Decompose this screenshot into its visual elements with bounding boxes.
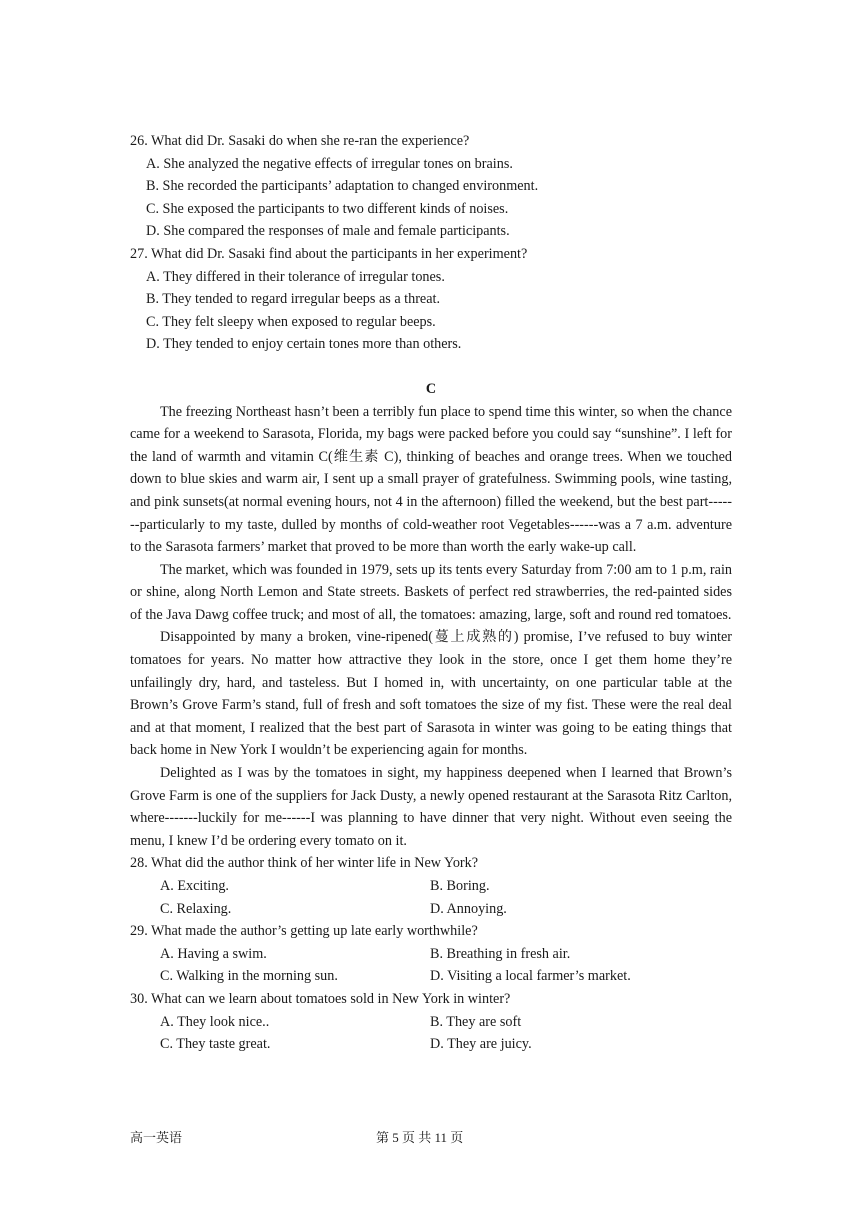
option-a: A. Exciting. bbox=[160, 878, 229, 894]
option-a: A. She analyzed the negative effects of irregular tones on brains. bbox=[146, 155, 513, 172]
passage-paragraph: Disappointed by many a broken, vine-ripened(蔓上成熟的) promise, I’ve refused to buy winter tomatoes for years. No matter how attractive they look in the store, once I get them home they’re unfailingly dry, hard, and tasteless. But I homed in, with uncertainty, on one particular table at the Brown’s Grove Farm’s stand, full of fresh and soft tomatoes the size of my fist. These were the real deal and at that moment, I realized that the best part of Sarasota in winter was going to be eating things that back home in New York I wouldn’t be experiencing again for months. bbox=[130, 629, 732, 759]
question-28 bbox=[130, 852, 732, 920]
option-b: B. She recorded the participants’ adaptation to changed environment. bbox=[146, 178, 539, 195]
option-b: B. Boring. bbox=[430, 878, 490, 894]
question-27 bbox=[130, 243, 732, 356]
question-stem: 27. What did Dr. Sasaki find about the participants in her experiment? bbox=[130, 245, 528, 262]
option-c: C. She exposed the participants to two different kinds of noises. bbox=[146, 200, 509, 217]
option-b: B. They are soft bbox=[430, 1013, 522, 1030]
options-grid bbox=[130, 875, 732, 920]
passage-paragraph: Delighted as I was by the tomatoes in sight, my happiness deepened when I learned that Brown’s Grove Farm is one of the suppliers for Jack Dusty, a newly opened restaurant at the Sarasota Ritz Carlton, where-------luckily for me------I was planning to have dinner that very night. Without even seeing the menu, I knew I’d be ordering every tomato on it. bbox=[130, 765, 732, 849]
options-grid bbox=[130, 943, 732, 988]
question-26 bbox=[130, 130, 732, 243]
question-30 bbox=[130, 988, 732, 1056]
question-stem: 30. What can we learn about tomatoes sold in New York in winter? bbox=[130, 990, 511, 1007]
question-stem: 26. What did Dr. Sasaki do when she re-ran the experience? bbox=[130, 133, 470, 149]
passage-paragraph: The market, which was founded in 1979, sets up its tents every Saturday from 7:00 am to 1 p.m, rain or shine, along North Lemon and State streets. Baskets of perfect red strawberries, the red-painted sides of the Java Dawg coffee truck; and most of all, the tomatoes: amazing, large, soft and round red tomatoes. bbox=[130, 561, 732, 623]
option-d: D. They tended to enjoy certain tones more than others. bbox=[146, 336, 462, 353]
question-stem: 28. What did the author think of her winter life in New York? bbox=[130, 855, 479, 872]
options-grid bbox=[130, 1011, 732, 1056]
option-a: A. They differed in their tolerance of irregular tones. bbox=[146, 268, 445, 285]
option-b: B. They tended to regard irregular beeps as a threat. bbox=[146, 291, 441, 308]
option-a: A. Having a swim. bbox=[160, 945, 267, 962]
page-content bbox=[130, 130, 732, 1056]
option-d: D. Visiting a local farmer’s market. bbox=[430, 968, 631, 985]
option-c: C. They felt sleepy when exposed to regular beeps. bbox=[146, 313, 436, 330]
passage-paragraph: The freezing Northeast hasn’t been a terribly fun place to spend time this winter, so when the chance came for a weekend to Sarasota, Florida, my bags were packed before you could say “sunshine”. I left for the land of warmth and vitamin C(维生素 C), thinking of beaches and orange trees. When we touched down to blue skies and warm air, I sent up a small prayer of gratefulness. Swimming pools, wine tasting, and pink sunsets(at normal evening hours, not 4 in the afternoon) filled the weekend, but the best part-------particularly to my taste, dulled by months of cold-weather root Vegetables------was a 7 a.m. adventure to the Sarasota farmers’ market that proved to be more than worth the early wake-up call. bbox=[130, 403, 732, 556]
option-d: D. Annoying. bbox=[430, 900, 507, 917]
question-29 bbox=[130, 920, 732, 988]
option-c: C. Walking in the morning sun. bbox=[160, 968, 338, 985]
option-a: A. They look nice.. bbox=[160, 1013, 270, 1030]
footer-page-number: 第 5 页 共 11 页 bbox=[376, 1130, 464, 1145]
option-d: D. They are juicy. bbox=[430, 1036, 532, 1053]
option-b: B. Breathing in fresh air. bbox=[430, 945, 571, 962]
option-d: D. She compared the responses of male and female participants. bbox=[146, 223, 510, 240]
option-c: C. Relaxing. bbox=[160, 900, 232, 917]
option-c: C. They taste great. bbox=[160, 1036, 271, 1053]
section-title: C bbox=[425, 380, 437, 397]
page-footer bbox=[130, 1128, 732, 1148]
footer-subject: 高一英语 bbox=[130, 1130, 183, 1145]
question-stem: 29. What made the author’s getting up late early worthwhile? bbox=[130, 923, 478, 940]
